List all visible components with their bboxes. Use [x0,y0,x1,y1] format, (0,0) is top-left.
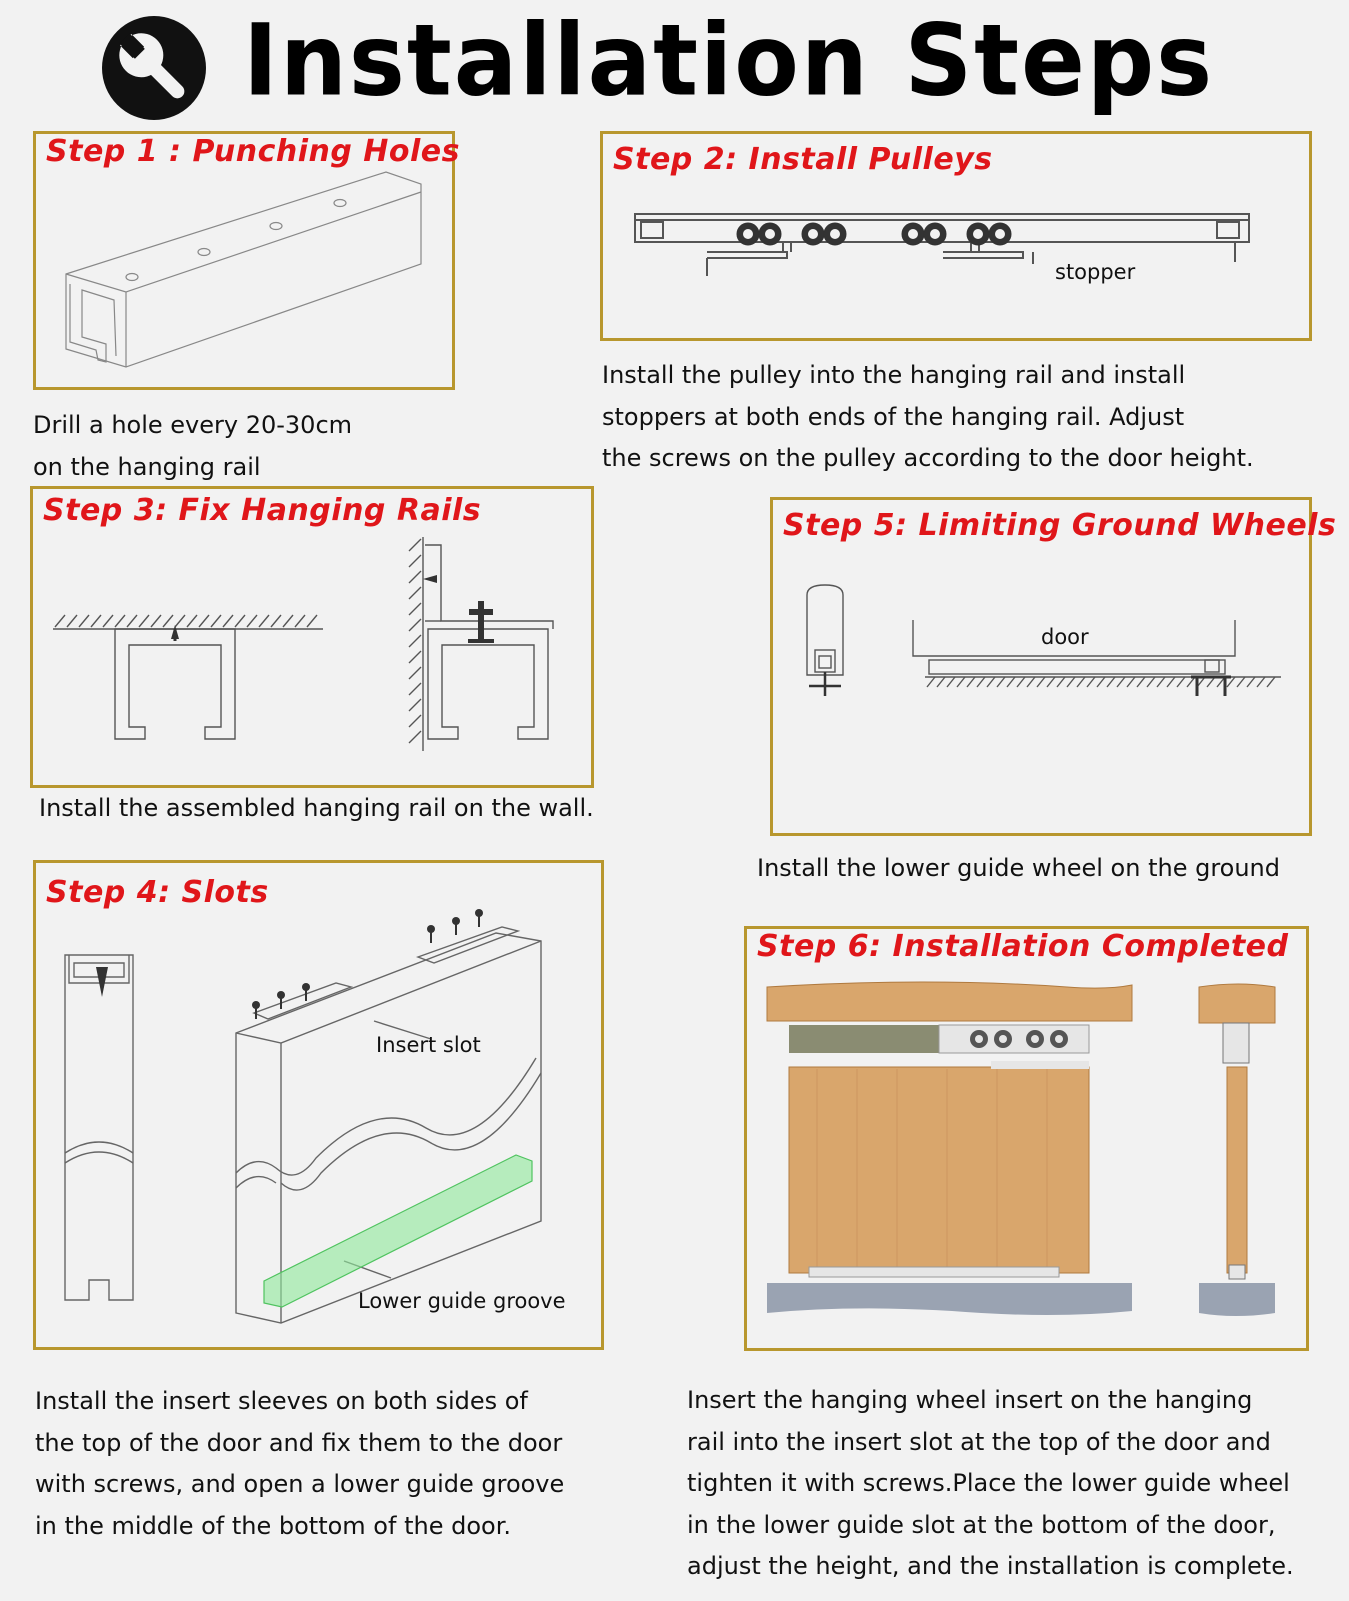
door-label: door [1041,625,1089,649]
door-slots-illustration [36,863,601,1347]
step-6-description: Insert the hanging wheel insert on the hanging rail into the insert slot at the top of the door and tighten it with screws.Place the lower guide wheel in the lower guide slot at the bottom of the door, adjust the height, and the installation is complete. [687,1386,1294,1580]
step-2-panel [600,131,1312,341]
rail-holes-illustration [36,134,452,387]
step-2-title: Step 2: Install Pulleys [613,142,993,177]
step-1-description: Drill a hole every 20-30cm on the hanging rail [33,411,353,481]
step-3-panel [30,486,594,788]
step-4-description: Install the insert sleeves on both sides of the top of the door and fix them to the door with screws, and open a lower guide groove in the middle of the bottom of the door. [35,1387,565,1540]
step-1-panel [33,131,461,390]
lower-guide-groove-label: Lower guide groove [358,1289,566,1313]
step-3-title: Step 3: Fix Hanging Rails [43,493,482,528]
step-2-description: Install the pulley into the hanging rail and install stoppers at both ends of the hanging rail. Adjust the screws on the pulley according to the door height. [602,361,1254,472]
step-4-title: Step 4: Slots [46,875,269,910]
ground-wheel-illustration [773,500,1309,833]
step-6-title: Step 6: Installation Completed [757,929,1289,964]
page-title: Installation Steps [243,4,1215,119]
step-5-panel [770,497,1337,836]
step-3-description: Install the assembled hanging rail on the wall. [39,794,594,822]
stopper-label: stopper [1055,260,1136,284]
step-5-description: Install the lower guide wheel on the ground [757,854,1280,882]
insert-slot-label: Insert slot [376,1033,481,1057]
installed-door-illustration [747,929,1306,1348]
step-1-title: Step 1 : Punching Holes [46,134,461,169]
step-4-panel [33,860,604,1350]
wrench-icon [100,14,208,122]
step-5-title: Step 5: Limiting Ground Wheels [783,508,1337,543]
rail-mounting-illustration [33,489,591,785]
pulley-rail-illustration [603,134,1309,338]
step-6-panel [744,926,1309,1351]
